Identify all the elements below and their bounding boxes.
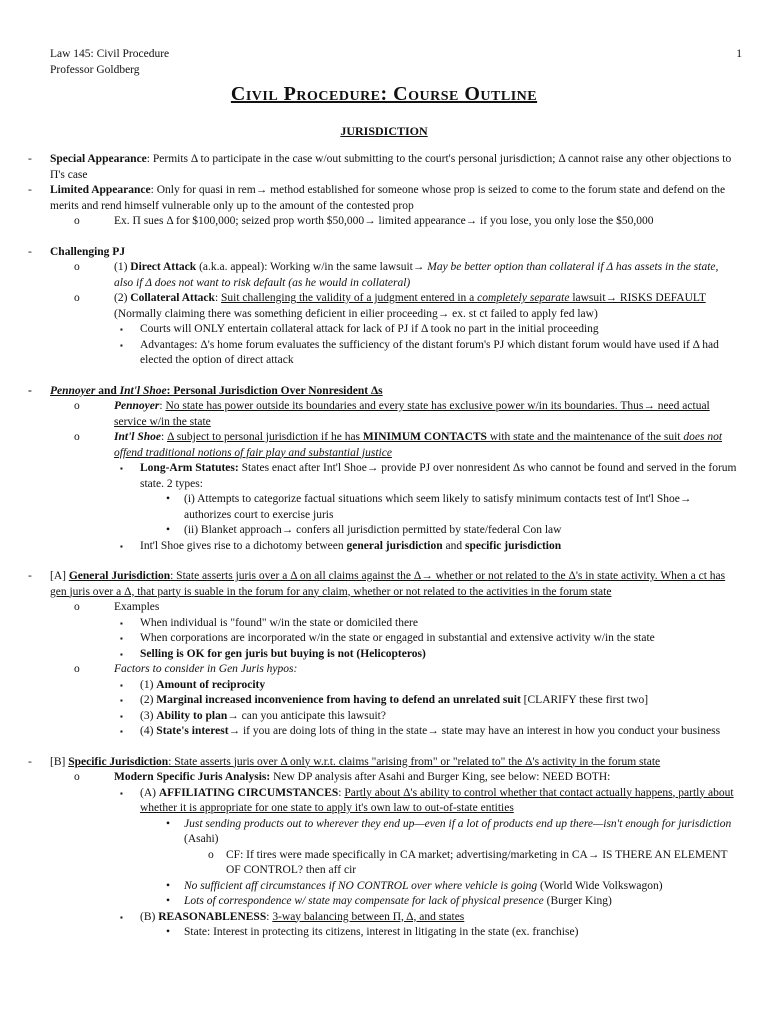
outline-subsubitem [26, 322, 738, 338]
outline-subsubitem-long-arm [26, 461, 738, 492]
outline-level3-item [26, 523, 738, 539]
item-number: (B) [140, 910, 159, 923]
square-bullet: ▪ [120, 912, 123, 922]
outline-level3-item [26, 492, 738, 523]
item-italic: Factors to consider in Gen Juris hypos: [114, 663, 298, 675]
term-bold: specific jurisdiction [465, 539, 562, 552]
circle-bullet: o [74, 215, 80, 227]
term-label: REASONABLENESS [158, 910, 267, 923]
term-underline: lawsuit→ RISKS DEFAULT [569, 292, 706, 304]
circle-bullet: o [74, 431, 80, 443]
term-label: Modern Specific Juris Analysis: [114, 771, 271, 783]
term-bold: general jurisdiction [346, 539, 443, 552]
outline-subitem-collateral-attack [26, 291, 738, 322]
heading-text: : Personal Jurisdiction Over Nonresident Δs [166, 384, 383, 397]
dash-bullet: - [28, 184, 32, 196]
separator: : [159, 400, 166, 412]
square-bullet: ▪ [120, 325, 123, 334]
dot-bullet: • [166, 926, 171, 938]
separator: : [160, 431, 168, 443]
circle-bullet: o [74, 261, 80, 273]
square-bullet: ▪ [120, 618, 123, 628]
case-citation: (World Wide Volkswagon) [537, 879, 663, 892]
item-text: CF: If tires were made specifically in CA market; advertising/marketing in CA→ IS THERE AN ELEMENT OF CONTROL? then aff cir [226, 848, 728, 876]
dash-bullet: - [28, 755, 32, 768]
term-bold: State's interest [156, 725, 229, 737]
item-text: When corporations are incorporated w/in the state or engaged in substantial and extensive activity w/in the state [140, 632, 655, 644]
circle-bullet: o [74, 771, 80, 783]
outline-item-general-jurisdiction [26, 569, 738, 600]
term-underline-bold: MINIMUM CONTACTS [362, 431, 487, 443]
outline-level3-item [26, 879, 738, 895]
circle-bullet: o [74, 663, 80, 675]
term-bold: Ability to plan [156, 709, 228, 722]
term-underline: Suit challenging the validity of a judgment entered in a [221, 292, 478, 304]
term-underline: Δ subject to personal jurisdiction if he has [167, 431, 363, 443]
outline-subitem-pennoyer [26, 399, 738, 430]
section-heading: JURISDICTION [340, 124, 428, 138]
professor-name: Professor Goldberg [50, 63, 140, 76]
item-text: (i) Attempts to categorize factual situations which seem likely to satisfy minimum contacts test of Int'l Shoe→ authorizes court to exercise juris [184, 493, 692, 521]
item-text: [CLARIFY these first two] [520, 694, 649, 706]
square-bullet: ▪ [120, 696, 123, 705]
case-name: Int'l Shoe [119, 384, 167, 397]
item-text: Courts will ONLY entertain collateral attack for lack of PJ if Δ took no part in the initial proceeding [140, 323, 599, 335]
outline-item-challenging-pj [26, 245, 738, 261]
dash-bullet: - [28, 384, 32, 397]
square-bullet: ▪ [120, 464, 123, 473]
item-text: Examples [114, 601, 160, 613]
term-label: Limited Appearance [50, 184, 151, 196]
item-number: (3) [140, 709, 157, 722]
outline-level4-item [26, 848, 738, 879]
term-text: States enact after Int'l Shoe→ provide PJ over nonresident Δs who cannot be found and served in the forum state. 2 types: [140, 462, 737, 490]
dot-bullet: • [166, 493, 171, 505]
item-number: (1) [114, 261, 131, 273]
page-header [50, 47, 169, 78]
outline-subsubitem [26, 631, 738, 647]
case-citation: (Asahi) [184, 833, 219, 845]
item-text: State: Interest in protecting its citizens, interest in litigating in the state (ex. franchise) [184, 926, 579, 938]
dot-bullet: • [166, 817, 171, 830]
term-bold: Selling is OK for gen juris but buying is not (Helicopteros) [140, 647, 426, 660]
term-label: Challenging PJ [50, 245, 126, 258]
item-text: Advantages: Δ's home forum evaluates the sufficiency of the distant forum's PJ which distant forum would have used if Δ had elected the option of direct attack [140, 338, 719, 366]
outline-subsubitem [26, 693, 738, 709]
dash-bullet: - [28, 570, 32, 582]
term-label: Collateral Attack [130, 292, 215, 304]
term-text: : Permits Δ to participate in the case w/out submitting to the court's personal jurisdiction; Δ cannot raise any other objections to Π's case [50, 153, 732, 181]
square-bullet: ▪ [120, 788, 123, 798]
item-italic: No sufficient aff circumstances if NO CONTROL over where vehicle is going [184, 879, 538, 892]
term-label: Long-Arm Statutes: [140, 462, 239, 474]
outline-level3-item [26, 894, 738, 910]
course-name: Law 145: Civil Procedure [50, 48, 170, 60]
term-underline-italic: does not offend traditional notions of fair play and substantial justice [114, 431, 723, 459]
dot-bullet: • [166, 879, 171, 892]
term-label: Specific Jurisdiction [68, 755, 169, 768]
item-italic: Just sending products out to wherever they end up—even if a lot of products end up there—isn't enough for jurisdiction [184, 817, 732, 830]
outline-subitem [26, 662, 738, 678]
separator: : [214, 292, 222, 304]
outline-subsubitem [26, 616, 738, 632]
term-label: AFFILIATING CIRCUMSTANCES [158, 786, 339, 799]
item-number: (1) [140, 678, 157, 691]
outline-subsubitem [26, 539, 738, 555]
square-bullet: ▪ [120, 634, 123, 643]
circle-bullet: o [74, 601, 80, 613]
item-tag: [A] [50, 570, 69, 582]
outline-item-special-appearance [26, 152, 738, 183]
item-tag: [B] [50, 755, 69, 768]
square-bullet: ▪ [120, 649, 123, 659]
outline-subsubitem [26, 724, 738, 740]
outline-subsubitem [26, 647, 738, 663]
term-text: (Normally claiming there was something deficient in eilier proceeding→ ex. st ct failed to apply fed law) [114, 307, 598, 320]
case-name: Pennoyer [114, 400, 160, 412]
dot-bullet: • [166, 895, 171, 907]
separator: : [338, 786, 345, 799]
term-underline: : State asserts juris over Δ only w.r.t. claims "arising from" or "related to" the Δ's activity in the forum state [168, 755, 661, 768]
example-text: Ex. Π sues Δ for $100,000; seized prop worth $50,000→ limited appearance→ if you lose, you only lose the $50,000 [114, 215, 654, 227]
heading-text: and [95, 384, 120, 397]
term-italic: May be better option than collateral if Δ has assets in the state, also if Δ does not want to risk default (as he would in collateral) [114, 261, 719, 289]
term-underline-italic: completely separate [477, 292, 570, 304]
term-text: (a.k.a. appeal): Working w/in the same lawsuit→ [196, 261, 428, 273]
dash-bullet: - [28, 153, 32, 165]
square-bullet: ▪ [120, 340, 123, 350]
item-number: (2) [114, 292, 131, 304]
case-name: Pennoyer [50, 384, 96, 397]
outline-subsubitem [26, 678, 738, 694]
term-label: Special Appearance [50, 153, 147, 165]
outline-subsubitem-reasonableness [26, 910, 738, 926]
circle-bullet: o [74, 400, 80, 412]
separator: : [266, 910, 273, 923]
circle-bullet: o [208, 848, 214, 861]
dash-bullet: - [28, 245, 32, 258]
outline-subitem [26, 770, 738, 786]
circle-bullet: o [74, 292, 80, 304]
outline-subitem [26, 214, 738, 230]
square-bullet: ▪ [120, 711, 123, 721]
outline-item-specific-jurisdiction [26, 755, 738, 771]
outline-level3-item [26, 817, 738, 848]
item-number: (4) [140, 725, 157, 737]
outline-level3-item [26, 925, 738, 941]
outline-subitem-intl-shoe [26, 430, 738, 461]
term-underline: : State asserts juris over a Δ on all claims against the Δ→ whether or not related to the Δ's in state activity. When a ct has gen juris over a Δ, that party is suable in the forum for any claim, whether or not related to the activities in the forum state [50, 570, 726, 598]
item-number: (2) [140, 694, 157, 706]
document-title: Civil Procedure: Course Outline [230, 83, 538, 105]
term-underline: with state and the maintenance of the suit [486, 431, 684, 443]
item-text: When individual is "found" w/in the state or domiciled there [140, 616, 418, 629]
term-underline: No state has power outside its boundaries and every state has exclusive power w/in its boundaries. Thus→ need actual service w/in the state [114, 400, 710, 428]
outline-subitem-direct-attack [26, 260, 738, 291]
item-text: → can you anticipate this lawsuit? [227, 709, 386, 722]
square-bullet: ▪ [120, 541, 123, 551]
case-name: Int'l Shoe [114, 431, 161, 443]
term-underline: Partly about Δ's ability to control whether that contact actually happens, partly about whether it is appropriate for one state to apply it's own law to out-of-state entities [140, 786, 734, 814]
term-text: New DP analysis after Asahi and Burger King, see below: NEED BOTH: [270, 771, 611, 783]
term-underline: 3-way balancing between Π, Δ, and states [272, 910, 465, 923]
item-text: → if you are doing lots of thing in the state→ state may have an interest in how you conduct your business [228, 725, 721, 737]
outline-subitem [26, 600, 738, 616]
term-text: : Only for quasi in rem→ method established for someone whose prop is seized to come to the forum state and defend on the merits and rend himself vulnerable only up to the amount of the contested prop [50, 184, 726, 212]
term-label: General Jurisdiction [68, 570, 171, 582]
term-bold: Marginal increased inconvenience from having to defend an unrelated suit [156, 694, 521, 706]
outline-subsubitem [26, 709, 738, 725]
page-number: 1 [736, 48, 742, 60]
case-citation: (Burger King) [543, 895, 612, 907]
item-italic: Lots of correspondence w/ state may compensate for lack of physical presence [184, 895, 544, 907]
outline-body [26, 152, 738, 941]
item-text: (ii) Blanket approach→ confers all jurisdiction permitted by state/federal Con law [184, 524, 562, 536]
item-number: (A) [140, 786, 159, 799]
term-bold: Amount of reciprocity [156, 678, 266, 691]
item-text: and [442, 539, 465, 552]
outline-subsubitem [26, 338, 738, 369]
square-bullet: ▪ [120, 727, 123, 736]
item-text: Int'l Shoe gives rise to a dichotomy between [140, 539, 347, 552]
outline-item-pennoyer-shoe [26, 384, 738, 400]
square-bullet: ▪ [120, 680, 123, 690]
term-label: Direct Attack [130, 261, 197, 273]
outline-subsubitem-affiliating [26, 786, 738, 817]
outline-item-limited-appearance [26, 183, 738, 214]
dot-bullet: • [166, 524, 171, 536]
